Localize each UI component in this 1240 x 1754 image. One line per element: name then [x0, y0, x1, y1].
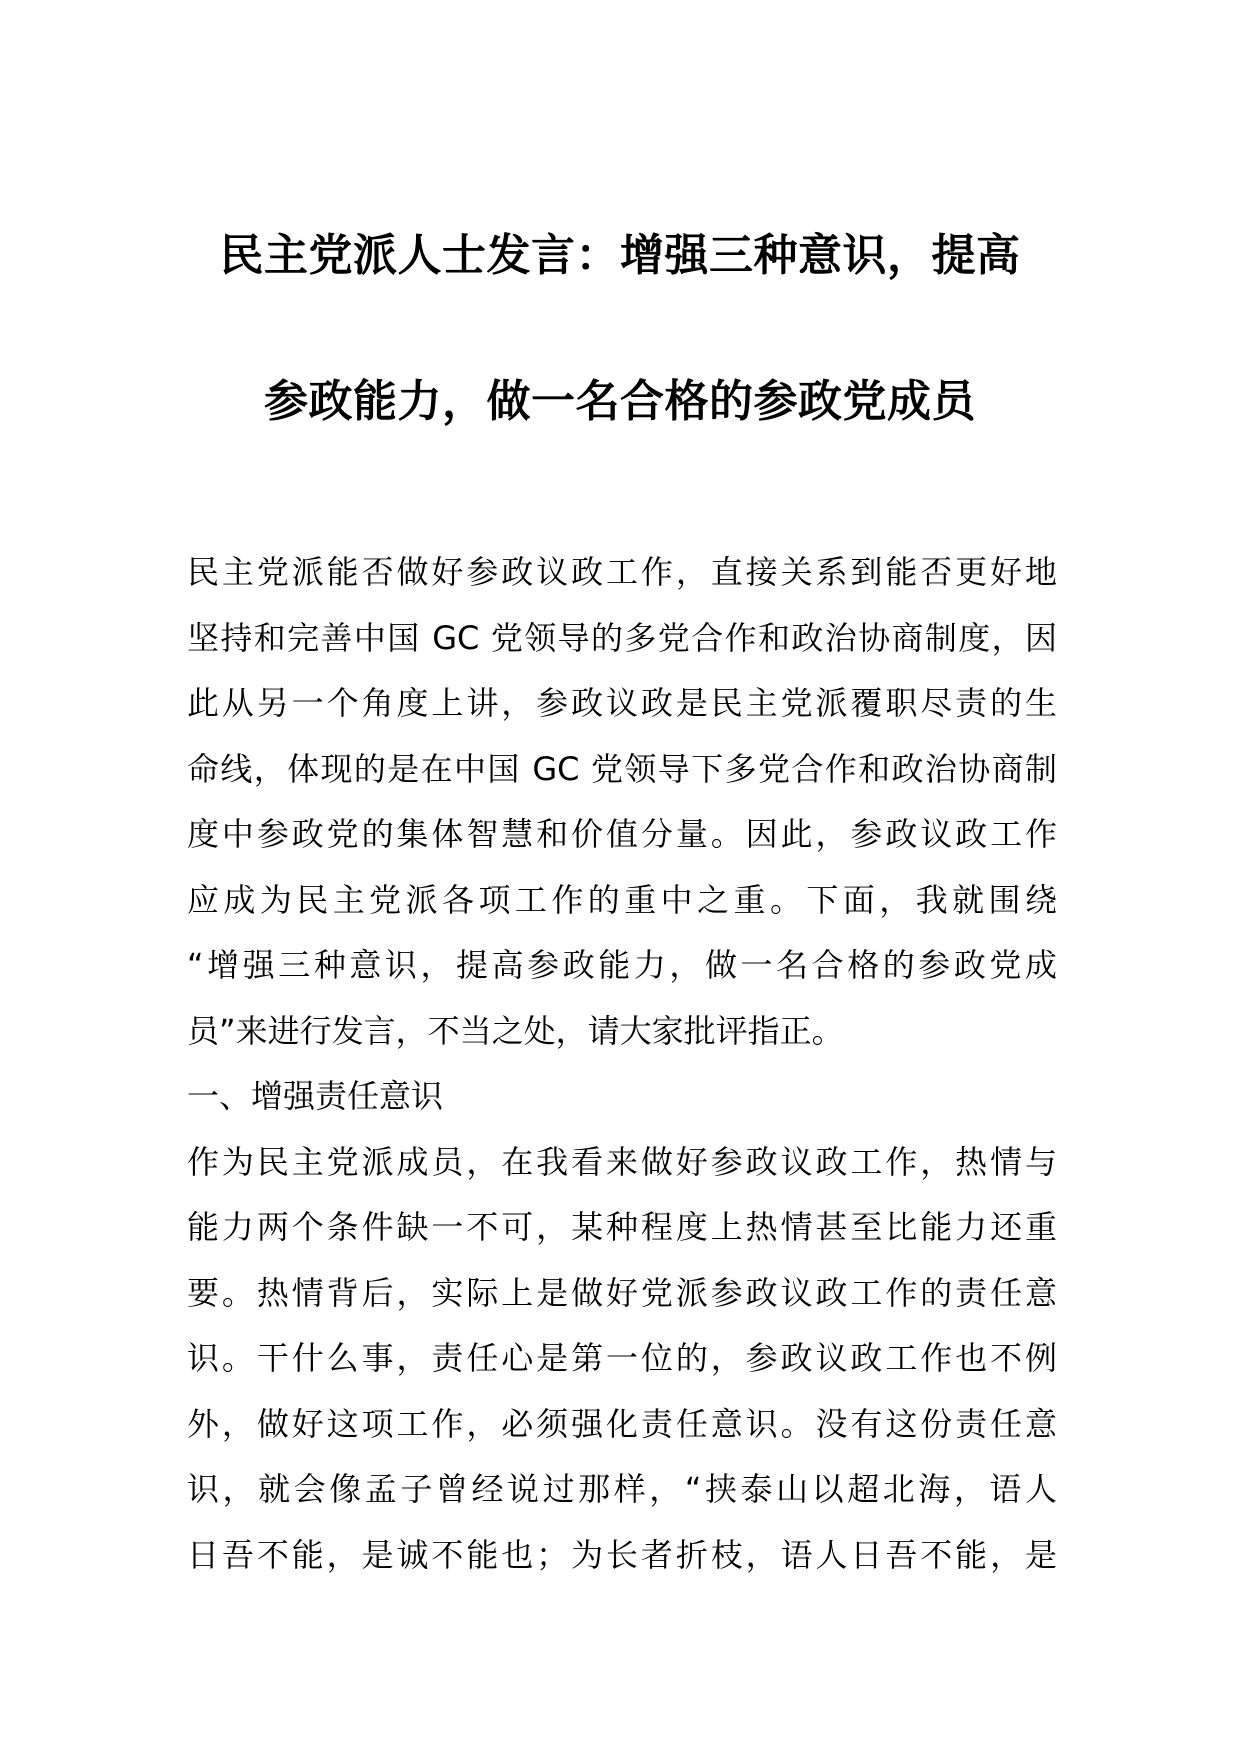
body-line: 民主党派能否做好参政议政工作，直接关系到能否更好地 [187, 553, 1057, 591]
body-line: 识，就会像孟子曾经说过那样，“挟泰山以超北海，语人 [187, 1470, 1057, 1508]
body-line: 坚持和完善中国 GC 党领导的多党合作和政治协商制度，因 [187, 618, 1057, 657]
body-line: 外，做好这项工作，必须强化责任意识。没有这份责任意 [187, 1404, 1057, 1443]
body-line: 作为民主党派成员，在我看来做好参政议政工作，热情与 [187, 1142, 1057, 1181]
title-line: 民主党派人士发言：增强三种意识，提高 [219, 230, 1021, 281]
body-line: 应成为民主党派各项工作的重中之重。下面，我就围绕 [187, 880, 1057, 919]
section-heading: 一、增强责任意识 [187, 1077, 444, 1115]
body-line: 识。干什么事，责任心是第一位的，参政议政工作也不例 [187, 1339, 1057, 1377]
document-title [150, 183, 1090, 475]
body-line: “增强三种意识，提高参政能力，做一名合格的参政党成 [187, 946, 1057, 984]
body-line: 度中参政党的集体智慧和价值分量。因此，参政议政工作 [187, 815, 1057, 853]
body-line: 能力两个条件缺一不可，某种程度上热情甚至比能力还重 [187, 1208, 1057, 1246]
body-line: 要。热情背后，实际上是做好党派参政议政工作的责任意 [187, 1273, 1057, 1312]
title-line: 参政能力，做一名合格的参政党成员 [264, 376, 976, 427]
body-line: 员”来进行发言，不当之处，请大家批评指正。 [187, 1011, 844, 1050]
body-line: 此从另一个角度上讲，参政议政是民主党派覆职尽责的生 [187, 684, 1057, 722]
body-line: 命线，体现的是在中国 GC 党领导下多党合作和政治协商制 [187, 749, 1057, 788]
document-body [187, 540, 1057, 1588]
body-line: 日吾不能，是诚不能也；为长者折枝，语人日吾不能，是 [187, 1535, 1057, 1574]
